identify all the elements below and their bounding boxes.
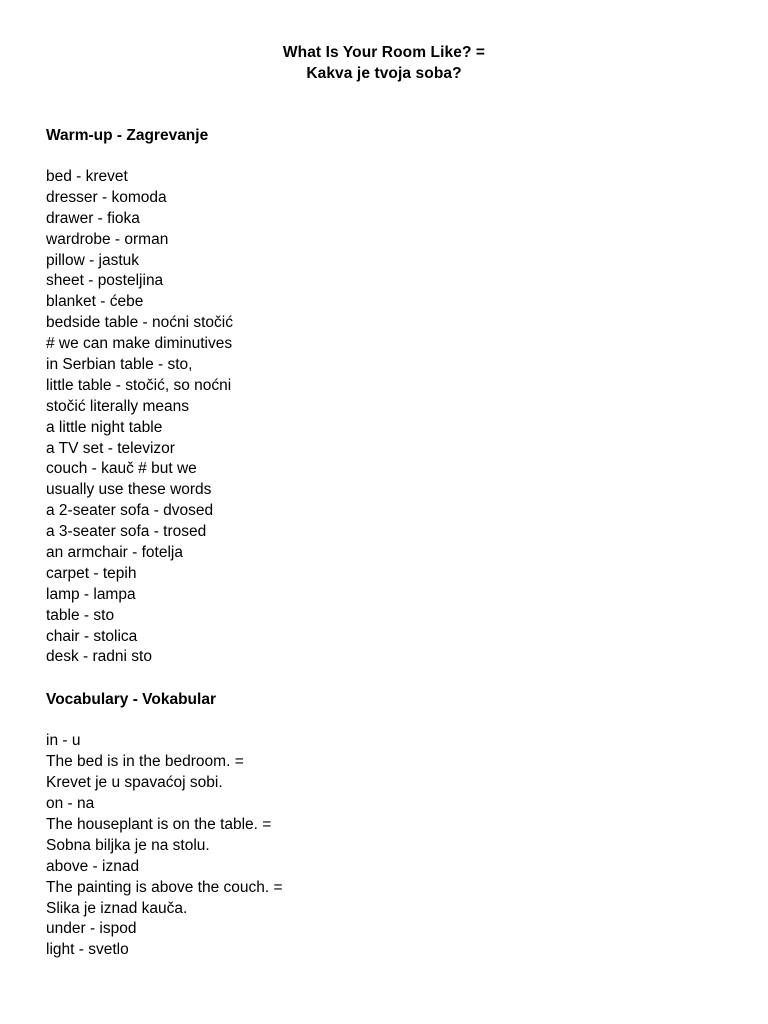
list-item: in - u [46,732,81,750]
spacer [46,668,726,689]
list-item: a 3-seater sofa - trosed [46,523,207,541]
vocabulary-heading: Vocabulary - Vokabular [46,691,216,709]
list-item: wardrobe - orman [46,230,169,248]
spacer [46,710,726,731]
document-title [0,42,768,84]
list-item: blanket - ćebe [46,293,144,311]
list-item: dresser - komoda [46,188,167,206]
list-item: The houseplant is on the table. = [46,815,272,833]
list-item: sheet - posteljina [46,272,164,290]
list-item: Sobna biljka je na stolu. [46,836,210,854]
list-item: on - na [46,795,95,813]
list-item: Krevet je u spavaćoj sobi. [46,774,223,792]
list-item: bedside table - noćni stočić [46,314,233,332]
list-item: desk - radni sto [46,648,152,666]
list-item: a TV set - televizor [46,439,175,457]
warmup-list [46,167,726,668]
list-item: The bed is in the bedroom. = [46,753,244,771]
list-item: # we can make diminutives [46,335,233,353]
list-item: The painting is above the couch. = [46,878,283,896]
list-item: bed - krevet [46,168,128,185]
spacer [46,146,726,167]
list-item: stočić literally means [46,397,189,415]
list-item: Slika je iznad kauča. [46,899,188,917]
list-item: under - ispod [46,920,137,938]
list-item: usually use these words [46,481,212,499]
list-item: light - svetlo [46,941,129,959]
title-line-1: What Is Your Room Like? = [282,44,486,61]
list-item: lamp - lampa [46,585,136,603]
list-item: a little night table [46,418,163,436]
list-item: an armchair - fotelja [46,544,183,562]
list-item: table - sto [46,606,115,624]
list-item: couch - kauč # but we [46,460,197,478]
list-item: above - iznad [46,857,140,875]
list-item: carpet - tepih [46,564,137,582]
list-item: in Serbian table - sto, [46,356,193,374]
warmup-heading: Warm-up - Zagrevanje [46,127,209,144]
list-item: pillow - jastuk [46,251,140,269]
list-item: drawer - fioka [46,209,140,227]
list-item: little table - stočić, so noćni [46,376,232,394]
title-line-2: Kakva je tvoja soba? [306,65,462,82]
document-body [46,125,726,961]
list-item: chair - stolica [46,627,138,645]
vocabulary-list [46,731,726,961]
list-item: a 2-seater sofa - dvosed [46,502,214,520]
